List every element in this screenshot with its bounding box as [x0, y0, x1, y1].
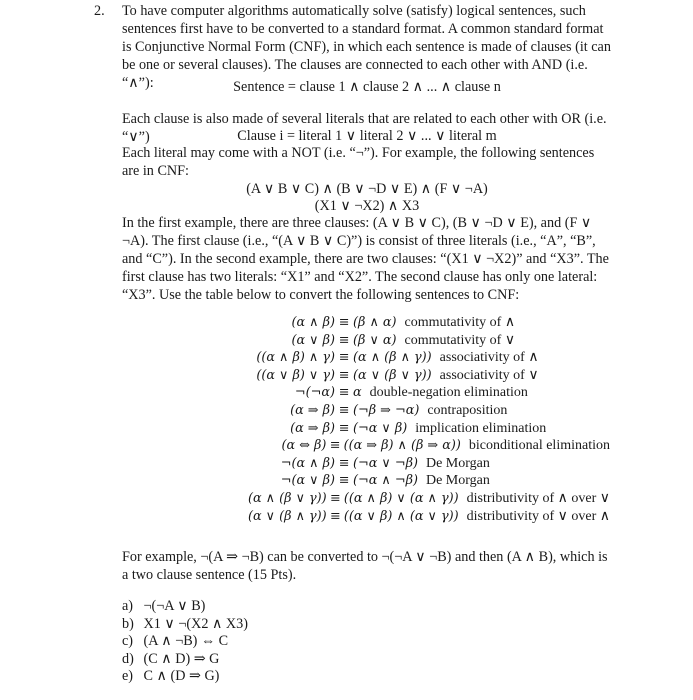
cnf-example-2: (X1 ∨ ¬X2) ∧ X3	[314, 198, 420, 214]
rule-rhs: ((α ∨ β) ∧ (α ∨ γ))	[343, 508, 459, 524]
equiv-symbol: ≡	[338, 315, 350, 330]
equivalence-rule	[150, 314, 610, 332]
equivalence-rule	[150, 367, 610, 385]
rule-name: commutativity of ∨	[404, 332, 516, 348]
rule-name: distributivity of ∧ over ∨	[466, 490, 610, 506]
sub-question	[122, 651, 522, 669]
sub-question-text: ¬(¬A ∨ B)	[143, 598, 206, 614]
equiv-symbol: ≡	[329, 438, 341, 454]
equiv-symbol: ≡	[338, 420, 350, 436]
cnf-example-1: (A ∨ B ∨ C) ∧ (B ∨ ¬D ∨ E) ∧ (F ∨ ¬A)	[246, 181, 488, 197]
equiv-symbol: ≡	[338, 332, 350, 348]
rule-lhs: ((α ∧ β) ∧ γ)	[256, 350, 335, 366]
rule-name: contraposition	[427, 402, 508, 418]
rule-rhs: (β ∧ α)	[353, 315, 397, 330]
rule-rhs: (α ∧ (β ∧ γ))	[353, 350, 432, 366]
rule-lhs: ¬(¬α)	[294, 385, 335, 401]
equivalence-rule	[150, 472, 610, 490]
sub-question-text: (A ∧ ¬B) ⇔ C	[143, 633, 229, 649]
clause-intro: Each clause is also made of several literals that are related to each other with OR (i.e. “∨”)	[122, 111, 607, 145]
rule-rhs: (¬β ⇒ ¬α)	[353, 402, 420, 418]
literal-intro: Each literal may come with a NOT (i.e. “¬”). For example, the following sentences are in CNF:	[122, 145, 595, 179]
rule-rhs: (¬α ∧ ¬β)	[353, 473, 418, 489]
equivalence-rule	[150, 332, 610, 350]
rule-name: double-negation elimination	[369, 385, 528, 401]
equiv-symbol: ≡	[329, 490, 341, 506]
sub-question-label: b)	[122, 615, 134, 632]
sub-question-label: e)	[122, 668, 134, 684]
rule-name: biconditional elimination	[468, 438, 610, 454]
rule-name: implication elimination	[415, 420, 547, 436]
rule-name: commutativity of ∧	[404, 315, 516, 330]
sub-question-label: a)	[122, 598, 134, 614]
rule-lhs: (α ∨ (β ∧ γ))	[247, 508, 327, 524]
rule-name: De Morgan	[425, 473, 490, 489]
equivalence-rule	[150, 349, 610, 367]
rule-lhs: (α ⇒ β)	[290, 402, 335, 418]
clause-formula: Clause i = literal 1 ∨ literal 2 ∨ ... ∨ literal m	[237, 128, 497, 144]
rule-rhs: ((α ∧ β) ∨ (α ∧ γ))	[343, 490, 459, 506]
equiv-symbol: ≡	[338, 367, 350, 383]
rule-lhs: ¬(α ∧ β)	[280, 455, 335, 471]
equiv-symbol: ≡	[338, 385, 350, 401]
equivalence-table	[150, 314, 610, 525]
rule-lhs: ((α ∨ β) ∨ γ)	[256, 367, 335, 383]
rule-rhs: (β ∨ α)	[353, 332, 397, 348]
rule-name: distributivity of ∨ over ∧	[466, 508, 610, 524]
equiv-symbol: ≡	[338, 350, 350, 366]
sub-question	[122, 598, 522, 616]
sub-question-label: c)	[122, 633, 134, 649]
sentence-formula: Sentence = clause 1 ∧ clause 2 ∧ ... ∧ clause n	[233, 79, 501, 95]
question-number: 2.	[94, 3, 105, 19]
equivalence-rule	[150, 437, 610, 455]
rule-lhs: (α ∧ (β ∨ γ))	[247, 490, 327, 506]
rule-rhs: (α ∨ (β ∨ γ))	[353, 367, 432, 383]
rule-lhs: (α ∧ β)	[291, 315, 335, 330]
equiv-symbol: ≡	[338, 402, 350, 418]
rule-rhs: α	[353, 385, 362, 401]
equivalence-rule	[150, 490, 610, 508]
equivalence-rule	[150, 402, 610, 420]
sub-question-label: d)	[122, 650, 134, 667]
sub-question	[122, 616, 522, 634]
sub-question	[122, 668, 522, 686]
sub-question	[122, 633, 522, 651]
rule-lhs: (α ⇔ β)	[281, 438, 327, 454]
rule-name: associativity of ∧	[439, 350, 539, 366]
equiv-symbol: ≡	[338, 473, 350, 489]
sub-questions	[122, 598, 522, 686]
equiv-symbol: ≡	[329, 508, 341, 524]
sub-question-text: X1 ∨ ¬(X2 ∧ X3)	[143, 615, 248, 632]
equivalence-rule	[150, 384, 610, 402]
rule-lhs: ¬(α ∨ β)	[280, 473, 335, 489]
rule-rhs: ((α ⇒ β) ∧ (β ⇒ α))	[343, 438, 461, 454]
rule-name: associativity of ∨	[439, 367, 539, 383]
equivalence-rule	[150, 420, 610, 438]
rule-rhs: (¬α ∨ β)	[353, 420, 408, 436]
equiv-symbol: ≡	[338, 455, 350, 471]
rule-rhs: (¬α ∨ ¬β)	[353, 455, 418, 471]
sub-question-text: (C ∧ D) ⇒ G	[143, 650, 220, 667]
sub-question-text: C ∧ (D ⇒ G)	[143, 668, 220, 684]
equivalence-rule	[150, 455, 610, 473]
rule-lhs: (α ⇒ β)	[290, 420, 335, 436]
rule-lhs: (α ∨ β)	[291, 332, 335, 348]
explanation-paragraph: In the first example, there are three clauses: (A ∨ B ∨ C), (B ∨ ¬D ∨ E), and (F ∨ ¬A). The first clause (i.e., “(A ∨ B ∨ C)”) is consist of three literals (i.e., “A”, “B”, and “C”). In the second example, there are two clauses: “(X1 ∨ ¬X2)” and “X3”. The first clause has two literals: “X1” and “X2”. The second clause has only one lateral: “X3”. Use the table below to convert the following sentences to CNF:	[122, 215, 609, 303]
equivalence-rule	[150, 508, 610, 526]
rule-name: De Morgan	[425, 455, 490, 471]
example-conversion: For example, ¬(A ⇒ ¬B) can be converted to ¬(¬A ∨ ¬B) and then (A ∧ B), which is a two clause sentence (15 Pts).	[122, 549, 608, 583]
intro-paragraph: To have computer algorithms automatically solve (satisfy) logical sentences, such sentences first have to be converted to a standard format. A common standard format is Conjunctive Normal Form (CNF), in which each sentence is made of clauses (it can be one or several clauses). The clauses are connected to each other with AND (i.e. “∧”):	[122, 3, 611, 91]
